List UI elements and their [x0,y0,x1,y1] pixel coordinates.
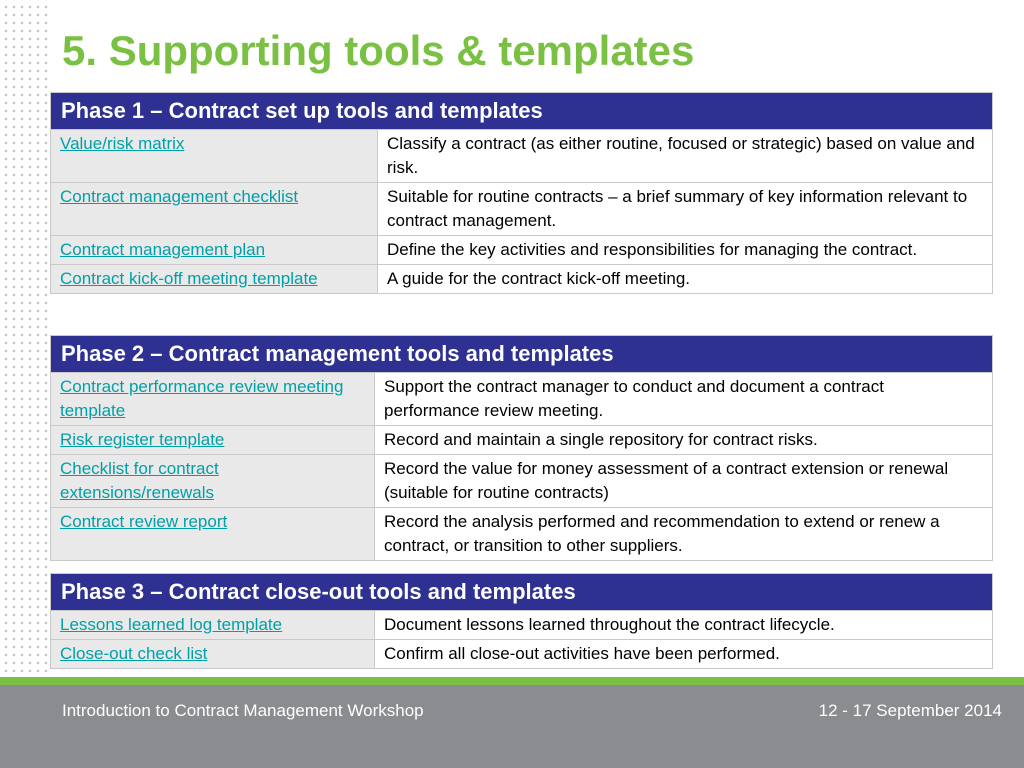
tool-description: Document lessons learned throughout the contract lifecycle. [375,611,993,640]
phase-2-heading: Phase 2 – Contract management tools and templates [51,336,993,373]
tool-description: Suitable for routine contracts – a brief summary of key information relevant to contract management. [378,183,993,236]
tool-link[interactable]: Contract management plan [60,240,266,259]
tool-description: Record the value for money assessment of a contract extension or renewal (suitable for routine contracts) [375,455,993,508]
footer-workshop-name: Introduction to Contract Management Workshop [62,701,424,720]
phase-1-table [50,92,993,294]
table-row [51,426,993,455]
table-row [51,130,993,183]
tool-link[interactable]: Value/risk matrix [60,134,185,153]
slide-title: 5. Supporting tools & templates [62,27,695,74]
table-row [51,183,993,236]
footer-bar [0,685,1024,768]
phase-1-heading: Phase 1 – Contract set up tools and templates [51,93,993,130]
table-row [51,640,993,669]
tool-link[interactable]: Close-out check list [60,644,208,663]
tool-link[interactable]: Risk register template [60,430,225,449]
tool-description: Record the analysis performed and recommendation to extend or renew a contract, or transition to other suppliers. [375,508,993,561]
table-row [51,455,993,508]
table-row [51,265,993,294]
tool-link[interactable]: Contract kick-off meeting template [60,269,318,288]
tool-description: A guide for the contract kick-off meeting. [378,265,993,294]
tool-description: Record and maintain a single repository for contract risks. [375,426,993,455]
tool-link[interactable]: Checklist for contract extensions/renewals [60,459,219,502]
tool-link[interactable]: Contract review report [60,512,228,531]
tool-link[interactable]: Contract management checklist [60,187,299,206]
table-row [51,611,993,640]
tool-description: Support the contract manager to conduct and document a contract performance review meeting. [375,373,993,426]
tool-description: Confirm all close-out activities have been performed. [375,640,993,669]
table-row [51,373,993,426]
table-row [51,508,993,561]
tool-link[interactable]: Lessons learned log template [60,615,283,634]
footer-accent-line [0,677,1024,685]
phase-2-table [50,335,993,561]
footer-date: 12 - 17 September 2014 [818,701,1002,720]
tool-link[interactable]: Contract performance review meeting template [60,377,344,420]
phase-3-table [50,573,993,669]
dot-pattern-decoration [0,0,48,676]
table-row [51,236,993,265]
tool-description: Define the key activities and responsibilities for managing the contract. [378,236,993,265]
tool-description: Classify a contract (as either routine, focused or strategic) based on value and risk. [378,130,993,183]
phase-3-heading: Phase 3 – Contract close-out tools and templates [51,574,993,611]
